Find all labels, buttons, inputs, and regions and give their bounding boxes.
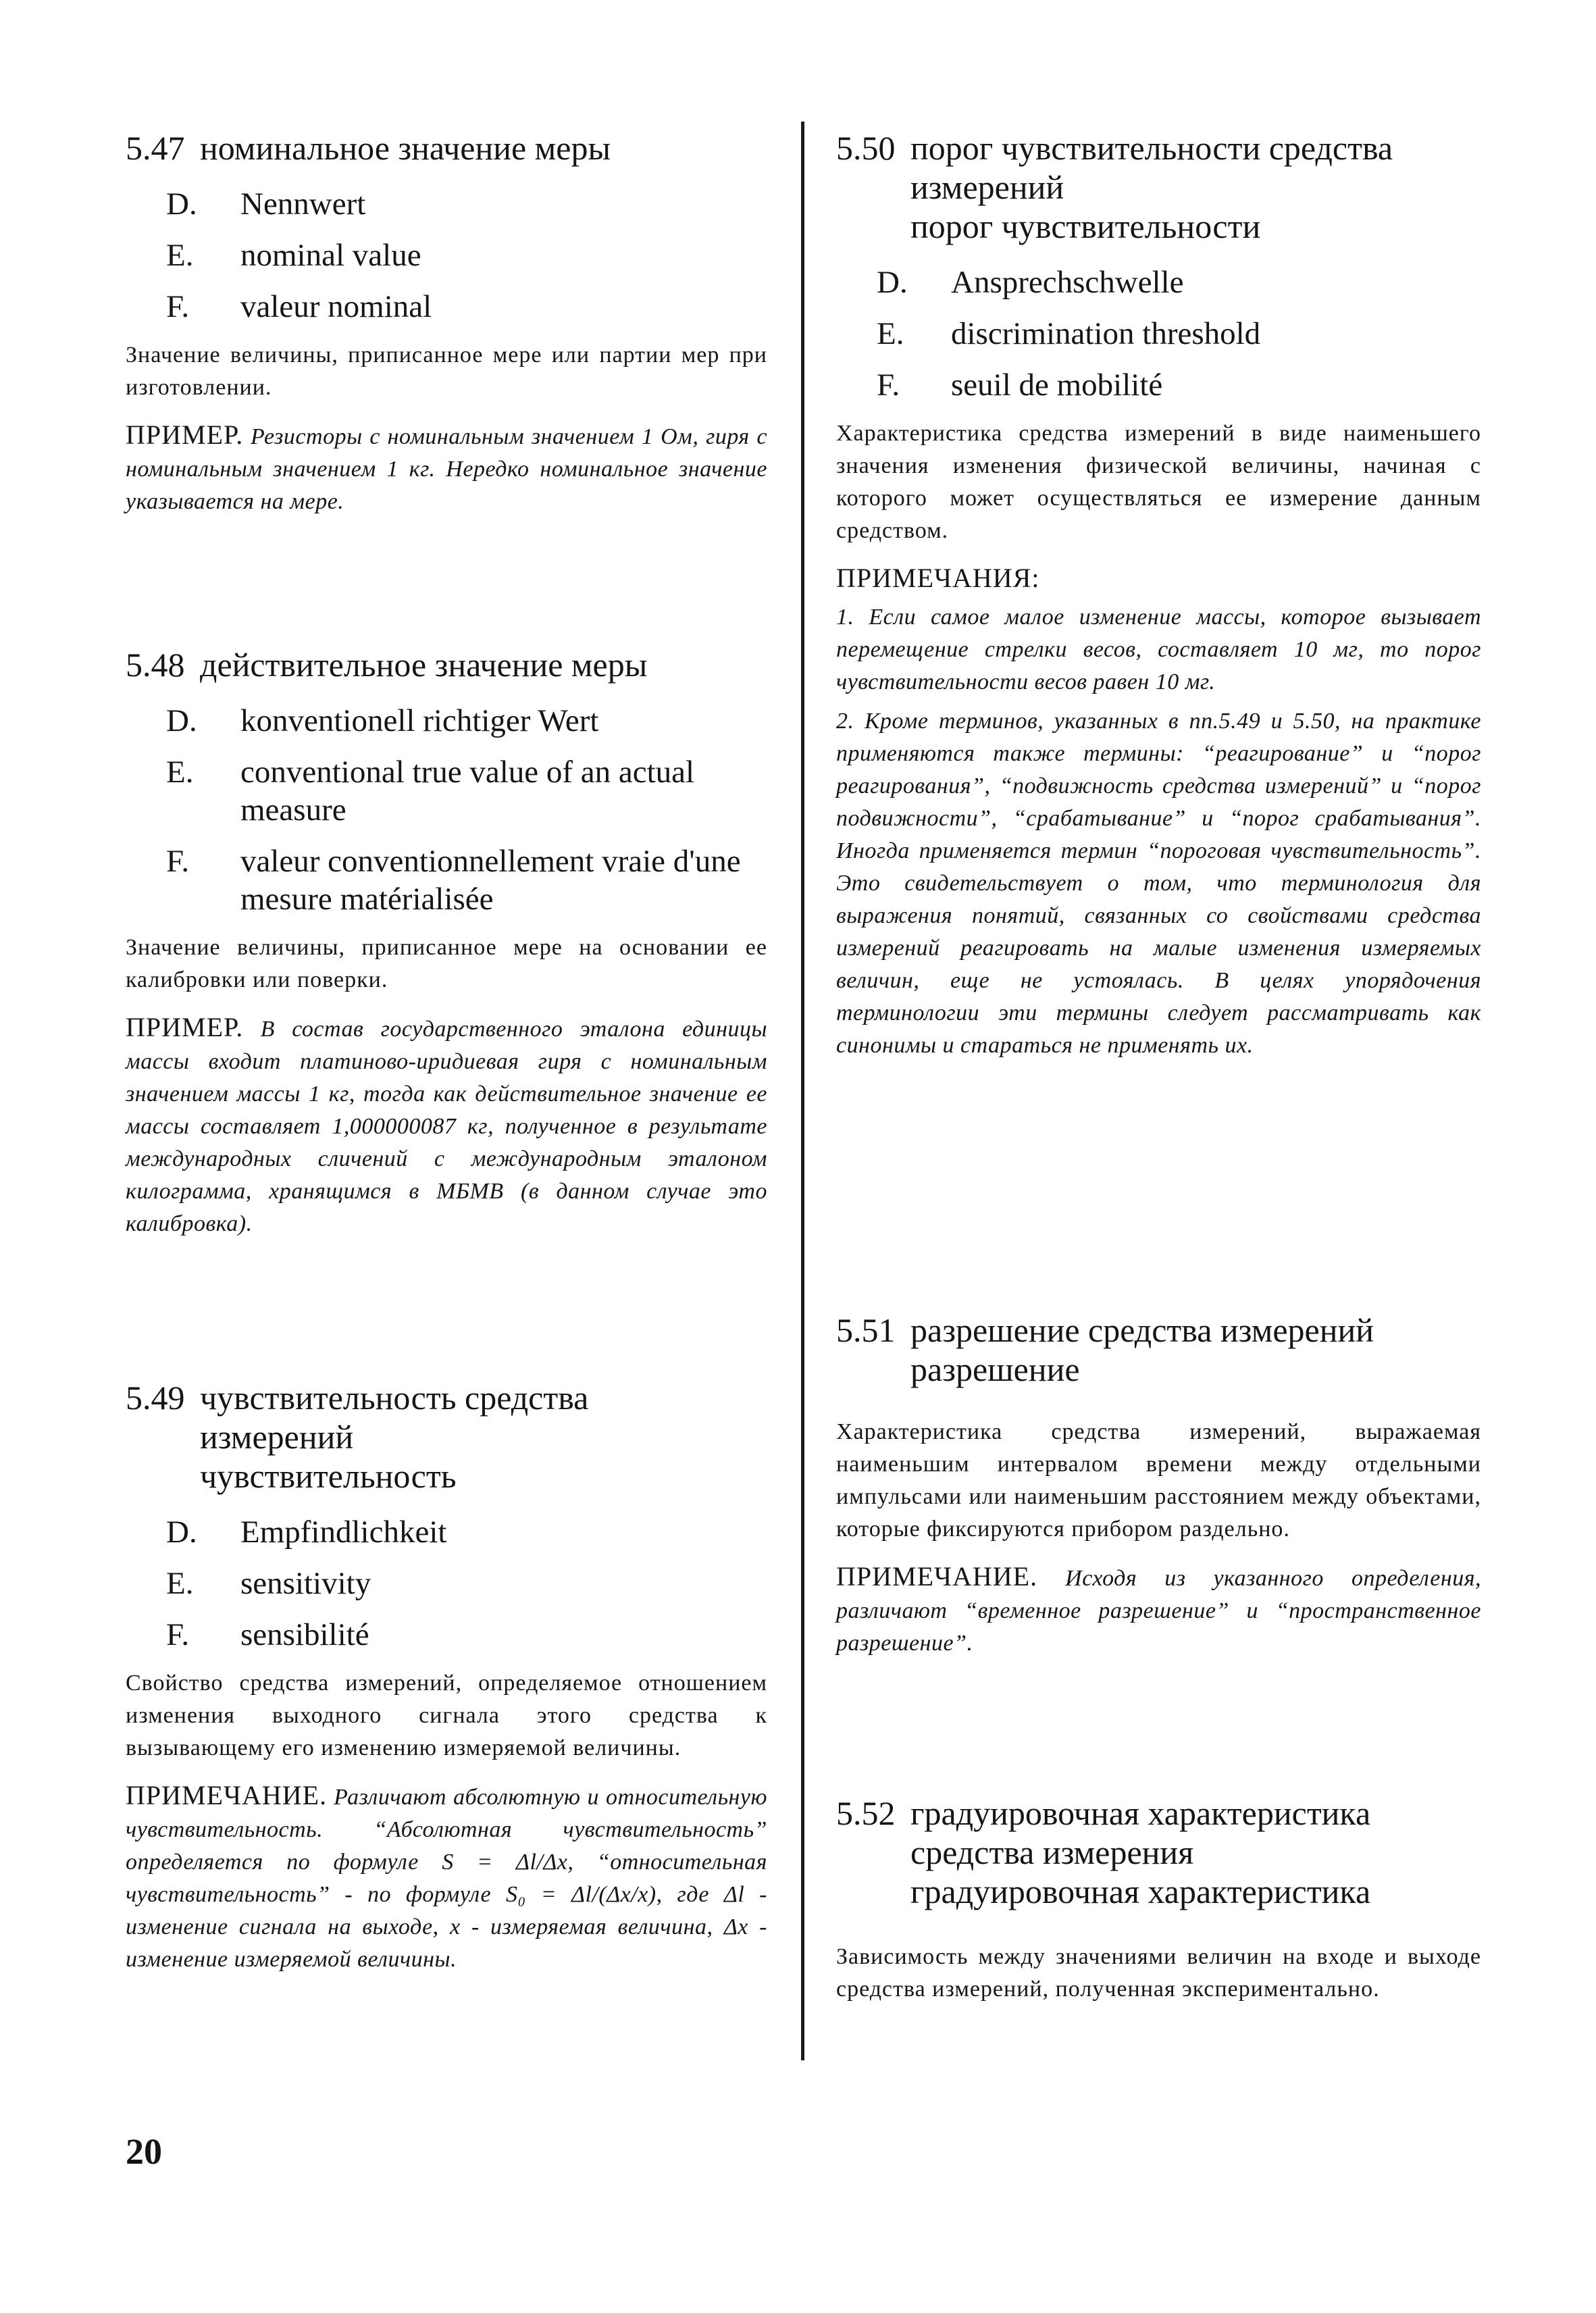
remark-note xyxy=(836,1560,1481,1660)
entry-term xyxy=(200,128,767,168)
term-line: действительное значение меры xyxy=(200,646,648,684)
note-text: Различают абсолютную и относительную чувствительность. “Абсолютная чувствительность” определяется по формуле S = Δl/Δx, “относительная чувствительность” - по формуле S₀ = Δl/(Δx/x), где Δl - изменение сигнала на выходе, x - измеряемая величина, Δx - изменение измеряемой величины. xyxy=(126,1785,767,1972)
lang-row-en xyxy=(126,1565,767,1602)
language-equivalents xyxy=(126,185,767,326)
lang-code: E. xyxy=(166,1566,194,1601)
entry-term xyxy=(910,128,1481,246)
entry-term xyxy=(910,1311,1481,1389)
example-note xyxy=(126,1011,767,1240)
entry-heading xyxy=(126,128,767,168)
lang-row-de xyxy=(836,263,1481,301)
entry-heading xyxy=(126,645,767,684)
entry-heading xyxy=(836,1311,1481,1389)
lang-row-en xyxy=(836,315,1481,353)
remarks xyxy=(836,562,1481,1062)
lang-row-en xyxy=(126,753,767,829)
lang-code: D. xyxy=(877,265,908,300)
lang-code: F. xyxy=(877,367,900,403)
entry-5-52 xyxy=(836,1794,1481,2006)
entry-heading xyxy=(836,128,1481,246)
lang-term: Nennwert xyxy=(240,186,366,222)
lang-code: D. xyxy=(166,1515,197,1550)
note-text: В состав государственного эталона единицы массы входит платиново-иридиевая гиря с номинальным значением массы 1 кг, тогда как действительное значение ее массы составляет 1,000000087 кг, полученное в результате международных сличений с международным эталоном килограмма, хранящимся в МБМВ (в данном случае это калибровка). xyxy=(126,1017,767,1236)
definition: Зависимость между значениями величин на входе и выходе средства измерений, полученная экспериментально. xyxy=(836,1944,1481,2002)
entry-5-51 xyxy=(836,1311,1481,1660)
lang-term: valeur conventionnellement vraie d'une mesure matérialisée xyxy=(240,844,741,917)
lang-code: E. xyxy=(166,755,194,790)
entry-heading xyxy=(126,1378,767,1496)
term-line: порог чувствительности средства xyxy=(910,129,1393,167)
entry-number: 5.49 xyxy=(126,1379,185,1417)
lang-code: E. xyxy=(166,238,194,273)
note-label: ПРИМЕР. xyxy=(126,1012,244,1042)
note-label: ПРИМЕЧАНИЕ. xyxy=(126,1780,328,1810)
lang-term: sensitivity xyxy=(240,1566,371,1601)
lang-term: discrimination threshold xyxy=(951,316,1261,351)
lang-row-fr xyxy=(126,842,767,918)
term-line: измерений xyxy=(200,1418,354,1456)
term-line: порог чувствительности xyxy=(910,207,1261,245)
entry-5-49 xyxy=(126,1378,767,1976)
entry-term xyxy=(200,645,767,684)
language-equivalents xyxy=(126,1513,767,1654)
term-line: средства измерения xyxy=(910,1833,1194,1871)
term-line: разрешение средства измерений xyxy=(910,1311,1374,1349)
lang-code: F. xyxy=(166,289,190,324)
example-note xyxy=(126,419,767,518)
lang-code: E. xyxy=(877,316,904,351)
note-label: ПРИМЕР. xyxy=(126,420,244,450)
entry-5-47 xyxy=(126,128,767,518)
term-line: градуировочная характеристика xyxy=(910,1794,1371,1832)
entry-heading xyxy=(836,1794,1481,1911)
language-equivalents xyxy=(836,263,1481,404)
definition: Характеристика средства измерений в виде наименьшего значения изменения физической величины, начиная с которого может осуществляться ее измерение данным средством. xyxy=(836,421,1481,543)
term-line: разрешение xyxy=(910,1350,1080,1388)
lang-term: Ansprechschwelle xyxy=(951,265,1184,300)
page-number: 20 xyxy=(126,2131,162,2172)
lang-code: D. xyxy=(166,186,197,222)
term-line: измерений xyxy=(910,168,1064,206)
entry-number: 5.52 xyxy=(836,1794,896,1832)
term-line: градуировочная характеристика xyxy=(910,1873,1371,1910)
lang-row-en xyxy=(126,236,767,274)
definition: Значение величины, приписанное мере на основании ее калибровки или поверки. xyxy=(126,935,767,992)
entry-number: 5.50 xyxy=(836,129,896,167)
column-divider xyxy=(801,122,804,2060)
entry-term xyxy=(910,1794,1481,1911)
remark-item-1: 1. Если самое малое изменение массы, которое вызывает перемещение стрелки весов, составляет 10 мг, то порог чувствительности весов равен 10 мг. xyxy=(836,605,1481,694)
lang-row-fr xyxy=(126,1616,767,1654)
lang-row-de xyxy=(126,185,767,223)
note-label: ПРИМЕЧАНИЕ. xyxy=(836,1561,1038,1592)
lang-term: valeur nominal xyxy=(240,289,432,324)
lang-term: sensibilité xyxy=(240,1617,369,1652)
entry-term xyxy=(200,1378,767,1496)
language-equivalents xyxy=(126,702,767,918)
note-text: Исходя из указанного определения, различают “временное разрешение” и “пространственное разрешение”. xyxy=(836,1566,1481,1656)
lang-term: nominal value xyxy=(240,238,421,273)
entry-number: 5.48 xyxy=(126,646,185,684)
term-line: чувствительность xyxy=(200,1457,457,1495)
lang-term: seuil de mobilité xyxy=(951,367,1163,403)
lang-row-fr xyxy=(126,288,767,326)
entry-5-50 xyxy=(836,128,1481,1062)
lang-row-de xyxy=(126,702,767,740)
lang-code: F. xyxy=(166,1617,190,1652)
lang-code: F. xyxy=(166,844,190,879)
definition: Свойство средства измерений, определяемое отношением изменения выходного сигнала этого средства к вызывающему его изменению измеряемой величины. xyxy=(126,1671,767,1760)
lang-term: conventional true value of an actual measure xyxy=(240,755,695,828)
lang-row-de xyxy=(126,1513,767,1551)
term-line: номинальное значение меры xyxy=(200,129,611,167)
remark-item-2: 2. Кроме терминов, указанных в пп.5.49 и 5.50, на практике применяются также термины: “реагирование” и “порог реагирования”, “подвижность средства измерений” и “порог подвижности”, “срабатывание” и “порог срабатывания”. Иногда применяется термин “пороговая чувствительность”. Это свидетельствует о том, что терминология для выражения понятий, связанных со свойствами средства измерений реагировать на малые изменения измеряемых величин, еще не устоялась. В целях упорядочения терминологии эти термины следует рассматривать как синонимы и стараться не применять их. xyxy=(836,709,1481,1058)
term-line: чувствительность средства xyxy=(200,1379,589,1417)
entry-number: 5.47 xyxy=(126,129,185,167)
lang-term: Empfindlichkeit xyxy=(240,1515,447,1550)
definition: Значение величины, приписанное мере или партии мер при изготовлении. xyxy=(126,342,767,400)
note-label: ПРИМЕЧАНИЯ: xyxy=(836,563,1040,593)
entry-5-48 xyxy=(126,645,767,1240)
lang-code: D. xyxy=(166,703,197,738)
lang-row-fr xyxy=(836,366,1481,404)
lang-term: konventionell richtiger Wert xyxy=(240,703,599,738)
remark-note xyxy=(126,1779,767,1976)
note-text: Резисторы с номинальным значением 1 Ом, гиря с номинальным значением 1 кг. Нередко номинальное значение указывается на мере. xyxy=(126,424,767,514)
definition: Характеристика средства измерений, выражаемая наименьшим интервалом времени между отдельными импульсами или наименьшим расстоянием между объектами, которые фиксируются прибором раздельно. xyxy=(836,1419,1481,1542)
entry-number: 5.51 xyxy=(836,1311,896,1349)
